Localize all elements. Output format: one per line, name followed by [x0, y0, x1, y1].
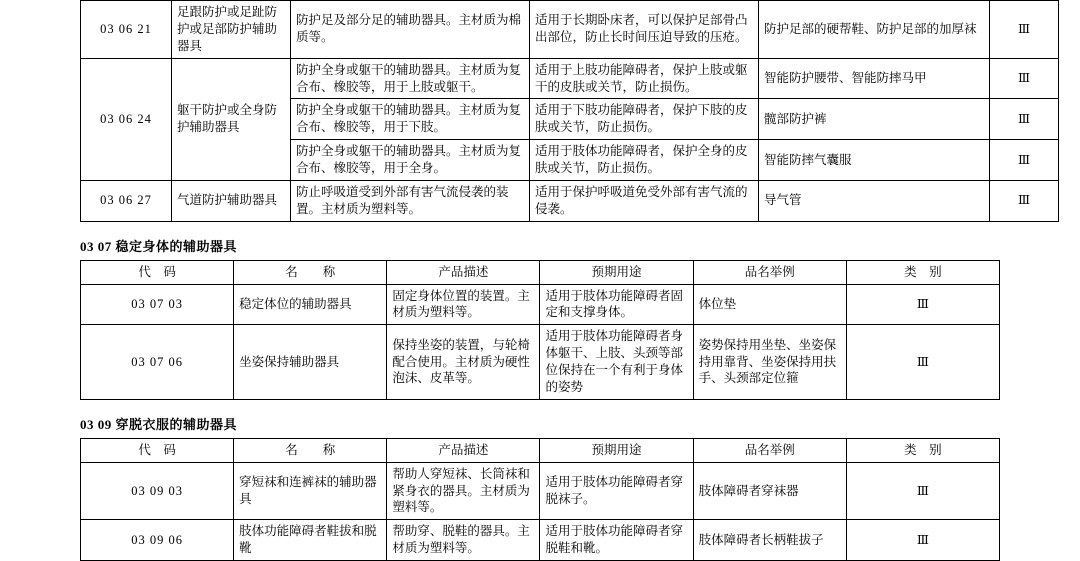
cell-name: 稳定体位的辅助器具	[234, 284, 387, 325]
cell-description: 帮助穿、脱鞋的器具。主材质为塑料等。	[387, 520, 540, 561]
cell-example: 智能防护腰带、智能防摔马甲	[759, 58, 990, 99]
cell-name: 肢体功能障碍者鞋拔和脱靴	[234, 520, 387, 561]
cell-example: 防护足部的硬帮鞋、防护足部的加厚袜	[759, 1, 990, 59]
header-use: 预期用途	[540, 260, 693, 284]
cell-description: 保持坐姿的装置，与轮椅配合使用。主材质为硬性泡沫、皮革等。	[387, 325, 540, 400]
cell-description: 防护足及部分足的辅助器具。主材质为棉质等。	[291, 1, 530, 59]
section-title: 03 07 稳定身体的辅助器具	[80, 238, 238, 254]
cell-category: Ⅲ	[846, 325, 999, 400]
cell-code: 03 06 21	[81, 1, 172, 59]
cell-example: 体位垫	[693, 284, 846, 325]
header-category: 类 别	[846, 260, 999, 284]
cell-code: 03 07 06	[81, 325, 234, 400]
header-category: 类 别	[846, 438, 999, 462]
cell-example: 姿势保持用坐垫、坐姿保持用靠背、坐姿保持用扶手、头颈部定位箍	[693, 325, 846, 400]
section-title: 03 09 穿脱衣服的辅助器具	[80, 416, 238, 432]
cell-name: 穿短袜和连裤袜的辅助器具	[234, 462, 387, 520]
table-header-row	[81, 260, 1000, 284]
spec-table	[80, 260, 1000, 400]
cell-intended-use: 适用于肢体功能障碍者，保护全身的皮肤或关节，防止损伤。	[530, 140, 759, 181]
table-row	[81, 325, 1000, 400]
cell-category: Ⅲ	[990, 140, 1059, 181]
table-row	[81, 58, 1059, 99]
cell-intended-use: 适用于肢体功能障碍者穿脱袜子。	[540, 462, 693, 520]
cell-category: Ⅲ	[990, 99, 1059, 140]
header-example: 品名举例	[693, 260, 846, 284]
cell-description: 防护全身或躯干的辅助器具。主材质为复合布、橡胶等，用于上肢或躯干。	[291, 58, 530, 99]
cell-description: 防护全身或躯干的辅助器具。主材质为复合布、橡胶等，用于全身。	[291, 140, 530, 181]
cell-intended-use: 适用于肢体功能障碍者身体躯干、上肢、头颈等部位保持在一个有利于身体的姿势	[540, 325, 693, 400]
cell-example: 肢体障碍者长柄鞋拔子	[693, 520, 846, 561]
header-desc: 产品描述	[387, 260, 540, 284]
cell-category: Ⅲ	[990, 58, 1059, 99]
cell-category: Ⅲ	[990, 1, 1059, 59]
sections-container	[80, 0, 1031, 561]
table-header-row	[81, 438, 1000, 462]
cell-intended-use: 适用于肢体功能障碍者穿脱鞋和靴。	[540, 520, 693, 561]
cell-category: Ⅲ	[846, 520, 999, 561]
cell-description: 防护全身或躯干的辅助器具。主材质为复合布、橡胶等，用于下肢。	[291, 99, 530, 140]
table-row	[81, 1, 1059, 59]
header-name: 名 称	[234, 260, 387, 284]
cell-example: 智能防摔气囊服	[759, 140, 990, 181]
header-use: 预期用途	[540, 438, 693, 462]
header-name: 名 称	[234, 438, 387, 462]
cell-name: 坐姿保持辅助器具	[234, 325, 387, 400]
spec-table	[80, 0, 1059, 222]
cell-code: 03 06 24	[81, 58, 172, 180]
cell-category: Ⅲ	[846, 284, 999, 325]
cell-example: 导气管	[759, 180, 990, 221]
cell-name: 躯干防护或全身防护辅助器具	[172, 58, 291, 180]
cell-category: Ⅲ	[990, 180, 1059, 221]
cell-intended-use: 适用于长期卧床者，可以保护足部骨凸出部位，防止长时间压迫导致的压疮。	[530, 1, 759, 59]
cell-example: 髋部防护裤	[759, 99, 990, 140]
cell-description: 防止呼吸道受到外部有害气流侵袭的装置。主材质为塑料等。	[291, 180, 530, 221]
table-row	[81, 520, 1000, 561]
header-desc: 产品描述	[387, 438, 540, 462]
cell-code: 03 09 06	[81, 520, 234, 561]
header-code: 代 码	[81, 260, 234, 284]
cell-intended-use: 适用于下肢功能障碍者，保护下肢的皮肤或关节，防止损伤。	[530, 99, 759, 140]
header-example: 品名举例	[693, 438, 846, 462]
cell-code: 03 07 03	[81, 284, 234, 325]
cell-intended-use: 适用于上肢功能障碍者，保护上肢或躯干的皮肤或关节，防止损伤。	[530, 58, 759, 99]
table-row	[81, 180, 1059, 221]
table-row	[81, 462, 1000, 520]
cell-description: 固定身体位置的装置。主材质为塑料等。	[387, 284, 540, 325]
spec-table	[80, 438, 1000, 561]
cell-code: 03 06 27	[81, 180, 172, 221]
cell-description: 帮助人穿短袜、长筒袜和紧身衣的器具。主材质为塑料等。	[387, 462, 540, 520]
cell-intended-use: 适用于肢体功能障碍者固定和支撑身体。	[540, 284, 693, 325]
cell-intended-use: 适用于保护呼吸道免受外部有害气流的侵袭。	[530, 180, 759, 221]
header-code: 代 码	[81, 438, 234, 462]
cell-code: 03 09 03	[81, 462, 234, 520]
cell-name: 气道防护辅助器具	[172, 180, 291, 221]
cell-example: 肢体障碍者穿袜器	[693, 462, 846, 520]
cell-category: Ⅲ	[846, 462, 999, 520]
table-row	[81, 284, 1000, 325]
cell-name: 足跟防护或足趾防护或足部防护辅助器具	[172, 1, 291, 59]
